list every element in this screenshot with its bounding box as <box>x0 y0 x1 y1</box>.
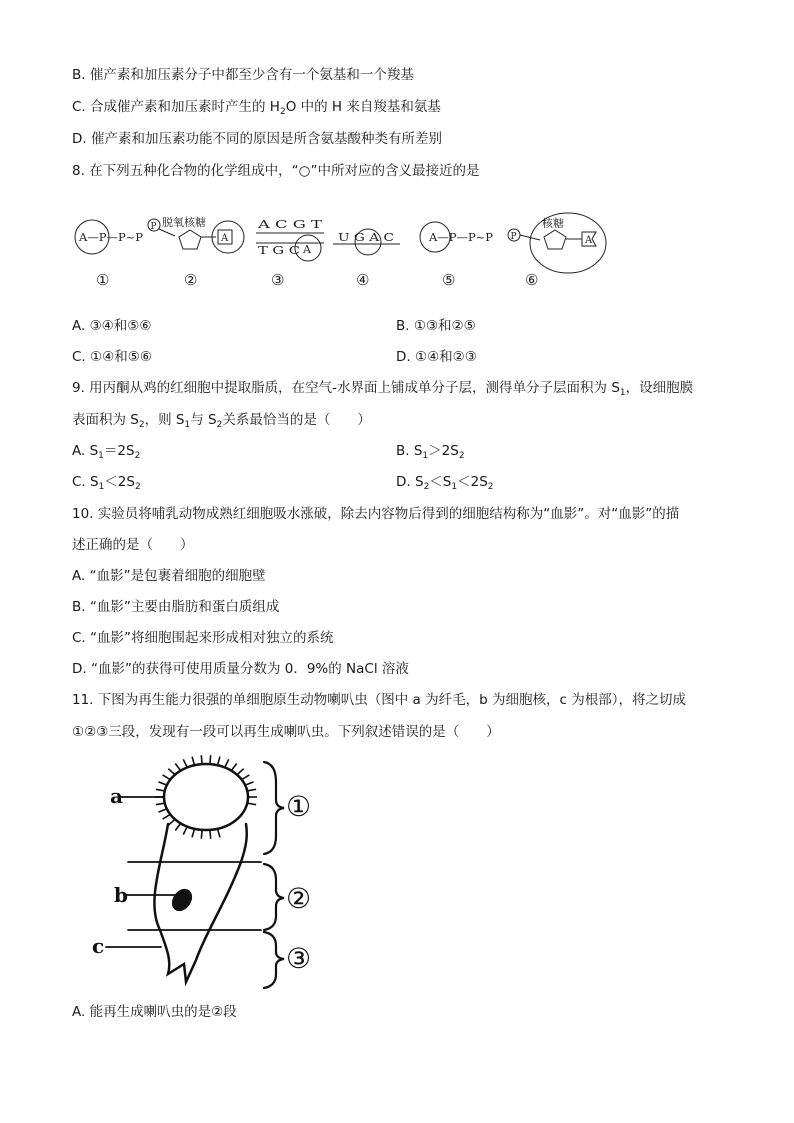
cilium <box>183 827 187 835</box>
cilium <box>175 823 180 830</box>
q10-stem-line2: 述正确的是（ ） <box>72 537 194 553</box>
brace-3 <box>264 932 284 988</box>
compound-figure <box>70 208 630 292</box>
compound-number-5: ⑤ <box>442 271 456 289</box>
segment-2-label: ② <box>286 882 312 915</box>
compound-number-3: ③ <box>271 271 285 289</box>
cilium <box>192 829 194 838</box>
cilium <box>183 759 187 767</box>
q7-option-c: C. 合成催产素和加压素时产生的 $H_2O$ 中的 H 来自羧基和氨基 <box>72 99 441 117</box>
segment-1-label: ① <box>286 790 312 823</box>
cilium <box>245 782 253 785</box>
cilium <box>225 759 229 767</box>
segment-3-label: ③ <box>286 942 312 975</box>
q11-stem-line1: 11. 下图为再生能力很强的单细胞原生动物喇叭虫（图中 a 为纤毛，b 为细胞核，c 为根部），将之切成 <box>72 692 686 708</box>
base-label-6: A <box>585 235 593 246</box>
q10-option-c: C. “血影”将细胞围起来形成相对独立的系统 <box>72 630 334 646</box>
oral-disc <box>164 764 248 830</box>
q9-option-b: B. $S_1>2S_2$ <box>396 443 465 461</box>
cilium <box>201 830 202 839</box>
cilium <box>156 803 165 805</box>
q7-option-d: D. 催产素和加压素功能不同的原因是所含氨基酸种类有所差别 <box>72 131 442 147</box>
base-label-2: A <box>221 233 229 244</box>
q10-option-a: A. “血影”是包裹着细胞的细胞壁 <box>72 568 266 584</box>
q8-stem: 8. 在下列五种化合物的化学组成中，“○”中所对应的含义最接近的是 <box>72 163 480 179</box>
q9-option-c: C. $S_1<2S_2$ <box>72 474 141 492</box>
compound-number-6: ⑥ <box>525 271 539 289</box>
q8-option-c: C. ①④和⑤⑥ <box>72 349 152 365</box>
cilium <box>163 775 171 780</box>
q7-option-b: B. 催产素和加压素分子中都至少含有一个氨基和一个羧基 <box>72 67 414 83</box>
cilium <box>158 809 166 812</box>
nucleus <box>168 885 197 915</box>
q9-stem-line2: 表面积为 $S_2$，则 $S_1$与 $S_2$关系最恰当的是（ ） <box>72 412 371 430</box>
dna-top-strand: A C G T <box>256 218 323 231</box>
stentor-figure <box>86 752 336 997</box>
ribose-label: 核糖 <box>542 217 564 230</box>
stentor-body <box>154 824 246 982</box>
cilium <box>201 755 202 764</box>
compound-number-2: ② <box>184 271 198 289</box>
p-label-6: P <box>510 232 517 242</box>
dna-circled-base: A <box>303 243 311 256</box>
cilium <box>210 830 211 839</box>
q8-option-a: A. ③④和⑤⑥ <box>72 318 152 334</box>
cilia <box>155 755 257 839</box>
cilium <box>247 789 256 791</box>
cilium <box>192 757 194 766</box>
cilium <box>217 757 219 766</box>
cilium <box>242 775 250 780</box>
cilium <box>163 814 171 819</box>
cilium <box>231 763 236 770</box>
q8-option-b: B. ①③和②⑤ <box>396 318 476 334</box>
pentose-6 <box>544 230 566 249</box>
atp-label-5: A—P—P~P <box>427 231 494 244</box>
cilium <box>247 803 256 805</box>
q8-option-d: D. ①④和②③ <box>396 349 477 365</box>
cilium <box>168 819 175 825</box>
q9-option-d: D. $S_2<S_1<2S_2$ <box>396 474 494 492</box>
cilium <box>210 755 211 764</box>
q10-stem-line1: 10. 实验员将哺乳动物成熟红细胞吸水涨破，除去内容物后得到的细胞结构称为“血影”。对“血影”的描 <box>72 506 680 522</box>
atp-label-1: A—P—P~P <box>77 231 144 244</box>
label-c: c <box>92 934 105 958</box>
p-label-2: P <box>150 222 157 232</box>
q10-option-d: D. “血影”的获得可使用质量分数为 0．9%的 NaCl 溶液 <box>72 661 409 677</box>
pentose-2 <box>179 230 201 249</box>
q11-stem-line2: ①②③三段，发现有一段可以再生成喇叭虫。下列叙述错误的是（ ） <box>72 724 500 740</box>
brace-2 <box>264 864 284 930</box>
compound-number-4: ④ <box>356 271 370 289</box>
q9-stem-line1: 9. 用丙酮从鸡的红细胞中提取脂质，在空气-水界面上铺成单分子层，测得单分子层面积为 $S_1$，设细胞膜 <box>72 380 694 398</box>
rna-strand: U G A C <box>338 231 394 244</box>
q11-option-a: A. 能再生成喇叭虫的是②段 <box>72 1004 237 1020</box>
dna-bottom-strand: T G C <box>258 244 300 257</box>
deoxyribose-label: 脱氧核糖 <box>162 216 206 229</box>
cilium <box>156 789 165 791</box>
label-a: a <box>110 784 123 808</box>
cilium <box>175 763 180 770</box>
q9-option-a: A. $S_1=2S_2$ <box>72 443 141 461</box>
label-b: b <box>114 883 128 907</box>
q10-option-b: B. “血影”主要由脂肪和蛋白质组成 <box>72 599 280 615</box>
cilium <box>158 782 166 785</box>
cilium <box>168 769 175 775</box>
cilium <box>237 769 244 775</box>
brace-1 <box>264 762 284 854</box>
compound-number-1: ① <box>96 271 110 289</box>
cilium <box>217 829 219 838</box>
